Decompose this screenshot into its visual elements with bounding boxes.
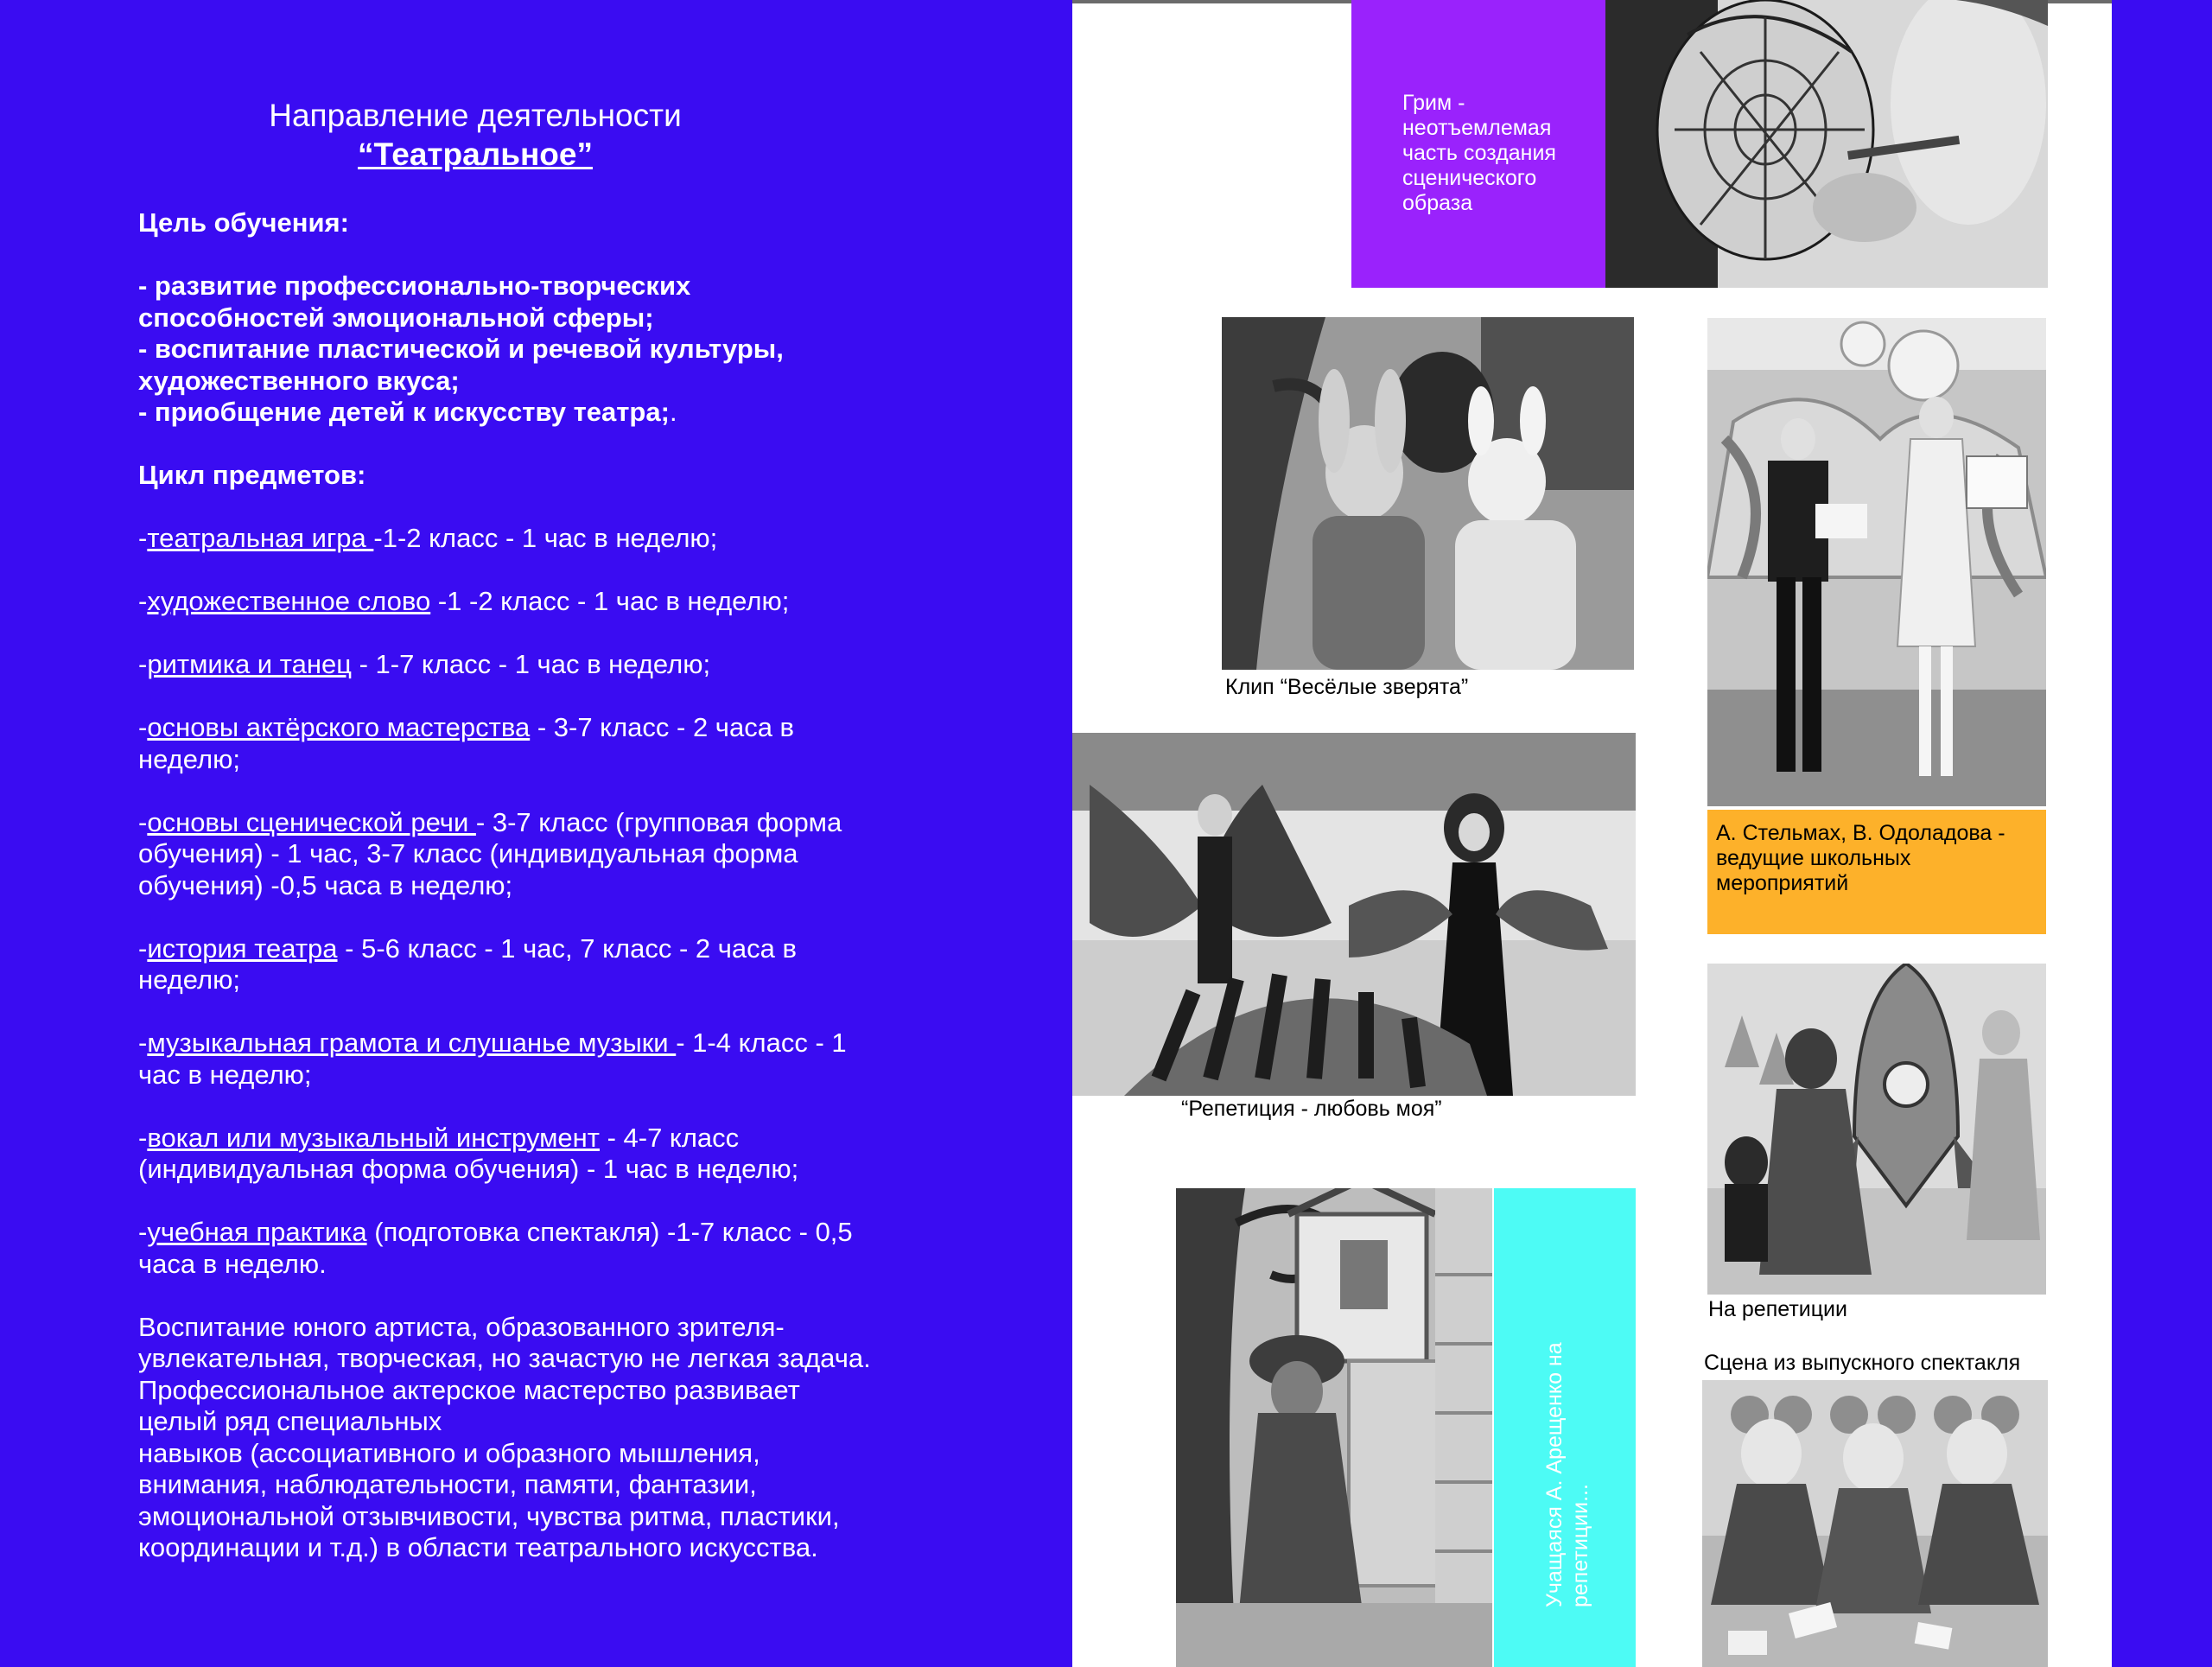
subject-name: музыкальная грамота и слушанье музыки <box>147 1028 677 1058</box>
goal-item: - воспитание пластической и речевой культуры, художественного вкуса; <box>138 334 784 396</box>
subject-name: театральная игра <box>147 523 374 553</box>
subject-item: -ритмика и танец - 1-7 класс - 1 час в неделю; <box>138 649 711 679</box>
cycle-title: Цикл предметов: <box>138 460 366 490</box>
makeup-caption: Грим - неотъемлемая часть создания сценического образа <box>1402 91 1556 215</box>
at-rehearsal-caption: На репетиции <box>1708 1297 1847 1321</box>
subject-item: -основы сценической речи - 3-7 класс (групповая форма обучения) - 1 час, 3-7 класс (индивидуальная форма обучения) -0,5 часа в неделю; <box>138 806 842 900</box>
subject-item: -учебная практика (подготовка спектакля) -1-7 класс - 0,5 часа в неделю. <box>138 1217 853 1279</box>
page-subtitle: “Театральное” <box>358 137 593 172</box>
subject-item: -художественное слово -1 -2 класс - 1 час в неделю; <box>138 586 790 616</box>
rocket-photo <box>1707 964 2046 1295</box>
goal-item: - приобщение детей к искусству театра; <box>138 397 670 427</box>
subject-name: художественное слово <box>147 586 431 616</box>
subject-item: -театральная игра -1-2 класс - 1 час в неделю; <box>138 523 718 553</box>
content-text <box>138 207 881 1564</box>
subject-name: учебная практика <box>147 1217 367 1247</box>
clip-caption: Клип “Весёлые зверята” <box>1225 675 1469 699</box>
page-title: Направление деятельности <box>269 98 682 133</box>
subject-item: -вокал или музыкальный инструмент - 4-7 класс (индивидуальная форма обучения) - 1 час в неделю; <box>138 1122 799 1184</box>
closing-paragraph: Воспитание юного артиста, образованного зрителя- увлекательная, творческая, но зачастую не легкая задача. Профессиональное актерское мастерство развивает целый ряд специальных навыков (ассоциативного и образного мышления, внимания, наблюдательности, памяти, фантазии, эмоциональной отзывчивости, чувства ритма, пластики, координации и т.д.) в области театрального искусства. <box>138 1311 871 1562</box>
hosts-photo <box>1707 318 2046 806</box>
subject-name: вокал или музыкальный инструмент <box>147 1122 600 1153</box>
funny-animals-photo <box>1222 317 1634 670</box>
subject-item: -история театра - 5-6 класс - 1 час, 7 класс - 2 часа в неделю; <box>138 932 797 995</box>
goal-title: Цель обучения: <box>138 207 349 238</box>
subject-name: основы сценической речи <box>147 806 476 837</box>
graduation-caption: Сцена из выпускного спектакля <box>1704 1351 2021 1375</box>
subject-item: -музыкальная грамота и слушанье музыки - 1-4 класс - 1 час в неделю; <box>138 1028 847 1090</box>
butterfly-photo <box>1072 733 1636 1096</box>
subject-name: ритмика и танец <box>147 649 352 679</box>
goal-item: - развитие профессионально-творческих способностей эмоциональной сферы; <box>138 270 691 333</box>
subject-name: основы актёрского мастерства <box>147 712 531 742</box>
spiderman-makeup-photo <box>1605 0 2048 288</box>
mice-photo <box>1702 1380 2048 1667</box>
hosts-caption: А. Стельмах, В. Одоладова - ведущие школьных мероприятий <box>1716 821 2005 895</box>
subject-item: -основы актёрского мастерства - 3-7 класс - 2 часа в неделю; <box>138 712 795 774</box>
witch-photo <box>1176 1188 1492 1667</box>
rehearsal-love-caption: “Репетиция - любовь моя” <box>1181 1097 1442 1121</box>
goals-tail: . <box>669 397 677 427</box>
student-caption: Учащаяся А. Арещенко на репетиции... <box>1542 1342 1592 1607</box>
subject-name: история театра <box>147 932 338 964</box>
